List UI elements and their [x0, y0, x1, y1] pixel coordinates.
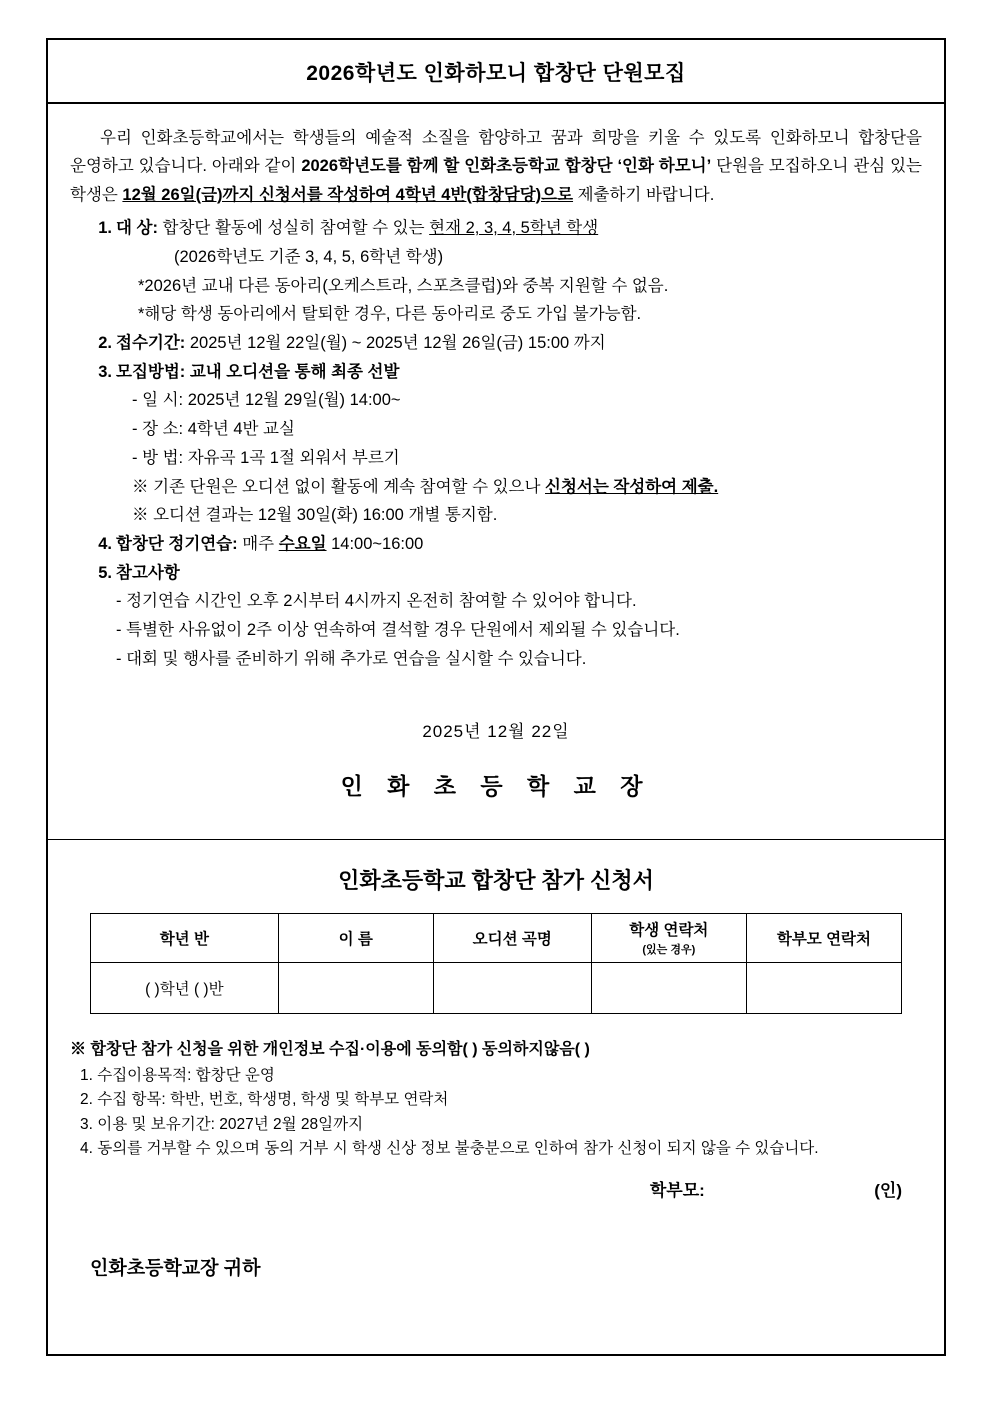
- body-area: [48, 104, 944, 807]
- th-song-label: 오디션 곡명: [472, 930, 552, 948]
- notes-sub-3: - 대회 및 행사를 준비하기 위해 추가로 연습을 실시할 수 있습니다.: [116, 649, 587, 668]
- item-value-1: 합창단 활동에 성실히 참여할 수 있는: [157, 219, 430, 238]
- th-song: [433, 913, 591, 962]
- item-number-4: 4.: [98, 535, 112, 554]
- application-form-section: [48, 864, 944, 1280]
- item-label-1: 대 상:: [116, 219, 158, 238]
- intro-paragraph: [70, 124, 922, 209]
- main-list: [70, 215, 922, 673]
- seal-mark: (인): [874, 1180, 902, 1200]
- item-value-4c: 14:00~16:00: [326, 535, 424, 554]
- cell-parent-contact[interactable]: [746, 962, 901, 1013]
- th-student-contact: [591, 913, 746, 962]
- th-student-contact-label: 학생 연락처: [629, 922, 709, 940]
- table-head: [91, 913, 902, 962]
- method-sub-3: - 방 법: 자유곡 1곡 1절 외워서 부르기: [132, 448, 400, 467]
- th-student-contact-note: (있는 경우): [642, 944, 696, 957]
- method-sub-1: - 일 시: 2025년 12월 29일(월) 14:00~: [132, 391, 401, 410]
- item-value-2: 2025년 12월 22일(월) ~ 2025년 12월 26일(금) 15:00 까지: [185, 334, 606, 352]
- consent-line-4: 4. 동의를 거부할 수 있으며 동의 거부 시 학생 신상 정보 불충분으로 인하여 참가 신청이 되지 않을 수 있습니다.: [80, 1140, 819, 1158]
- item-number-1: 1.: [98, 219, 112, 238]
- parent-signature-row: [48, 1176, 944, 1201]
- table-header-row: [91, 913, 902, 962]
- item-label-4: 합창단 정기연습:: [116, 535, 238, 554]
- intro-seg4: 12월 26일(금)까지 신청서를 작성하여 4학년 4반(합창담당)으로: [122, 185, 574, 204]
- target-sub-1: (2026학년도 기준 3, 4, 5, 6학년 학생): [174, 247, 444, 266]
- list-item-method: [70, 359, 922, 529]
- title-bar: [48, 40, 944, 104]
- target-sub-3: *해당 학생 동아리에서 탈퇴한 경우, 다른 동아리로 중도 가입 불가능함.: [138, 305, 642, 324]
- method-note-1: [116, 474, 922, 501]
- page-title: 2026학년도 인화하모니 합창단 단원모집: [306, 62, 686, 85]
- list-item-target: [70, 215, 922, 328]
- list-item-period: [70, 330, 922, 357]
- notes-sub-2: - 특별한 사유없이 2주 이상 연속하여 결석할 경우 단원에서 제외될 수 있습니다.: [116, 621, 680, 640]
- addressee: 인화초등학교장 귀하: [90, 1257, 261, 1279]
- application-table: [90, 913, 902, 1014]
- school-signature: 인 화 초 등 학 교 장: [340, 772, 652, 799]
- item-number-2: 2.: [98, 334, 112, 352]
- list-item-practice: [70, 531, 922, 558]
- consent-line-1: 1. 수집이용목적: 합창단 운영: [80, 1066, 275, 1084]
- item-label-3: 모집방법: 교내 오디션을 통해 최종 선발: [116, 362, 400, 381]
- consent-line-2: 2. 수집 항목: 학반, 번호, 학생명, 학생 및 학부모 연락처: [80, 1091, 449, 1109]
- item-label-5: 참고사항: [116, 563, 180, 582]
- method-note-1-text: ※ 기존 단원은 오디션 없이 활동에 계속 참여할 수 있으나: [132, 477, 546, 496]
- item-number-3: 3.: [98, 362, 112, 381]
- notes-sub-1: - 정기연습 시간인 오후 2시부터 4시까지 온전히 참여할 수 있어야 합니다.: [116, 592, 637, 611]
- th-grade-class: [91, 913, 279, 962]
- cell-grade-class[interactable]: ( )학년 ( )반: [91, 962, 279, 1013]
- list-item-notes: [70, 560, 922, 673]
- cell-student-contact[interactable]: [591, 962, 746, 1013]
- table-row: [91, 962, 902, 1013]
- consent-block: [48, 1036, 944, 1162]
- th-parent-contact-label: 학부모 연락처: [776, 930, 871, 948]
- issue-date: 2025년 12월 22일: [422, 721, 570, 741]
- method-note-2: ※ 오디션 결과는 12월 30일(화) 16:00 개별 통지함.: [132, 506, 498, 525]
- intro-seg5: 제출하기 바랍니다.: [573, 185, 715, 204]
- th-parent-contact: [746, 913, 901, 962]
- document-frame: [46, 38, 946, 1356]
- item-label-2: 접수기간:: [116, 334, 186, 352]
- form-title: 인화초등학교 합창단 참가 신청서: [338, 867, 654, 893]
- cell-song[interactable]: [433, 962, 591, 1013]
- intro-seg1: 우리 인화초등학교에서는 학생들의 예술적 소질을 함양하고 꿈과 희망을 키울 수 있도록 인화하모니 합창단을 운영하고 있습니다. 아래와 같이: [70, 129, 922, 176]
- consent-line-3: 3. 이용 및 보유기간: 2027년 2월 28일까지: [80, 1115, 364, 1133]
- item-number-5: 5.: [98, 563, 112, 582]
- target-sub-2: *2026년 교내 다른 동아리(오케스트라, 스포츠클럽)와 중복 지원할 수 없음.: [138, 276, 669, 295]
- item-value-4b: 수요일: [278, 535, 327, 554]
- th-grade-class-label: 학년 반: [159, 930, 209, 948]
- method-note-1-emph: 신청서는 작성하여 제출.: [545, 477, 719, 496]
- method-sub-2: - 장 소: 4학년 4반 교실: [132, 420, 295, 439]
- parent-signature-label: 학부모:: [649, 1180, 705, 1200]
- consent-heading[interactable]: ※ 합창단 참가 신청을 위한 개인정보 수집·이용에 동의함( ) 동의하지않음( ): [70, 1040, 590, 1058]
- item-value-underline-1: 현재 2, 3, 4, 5학년 학생: [429, 219, 599, 238]
- item-value-4a: 매주: [237, 535, 279, 554]
- intro-seg3: 단원을 모집하오니 관심 있는 학생은: [70, 157, 922, 204]
- section-divider: [48, 839, 944, 840]
- table-body: [91, 962, 902, 1013]
- cell-name[interactable]: [278, 962, 433, 1013]
- th-name: [278, 913, 433, 962]
- th-name-label: 이 름: [338, 930, 373, 948]
- intro-seg2: 2026학년도를 함께 할 인화초등학교 합창단 ‘인화 하모니’: [301, 157, 712, 176]
